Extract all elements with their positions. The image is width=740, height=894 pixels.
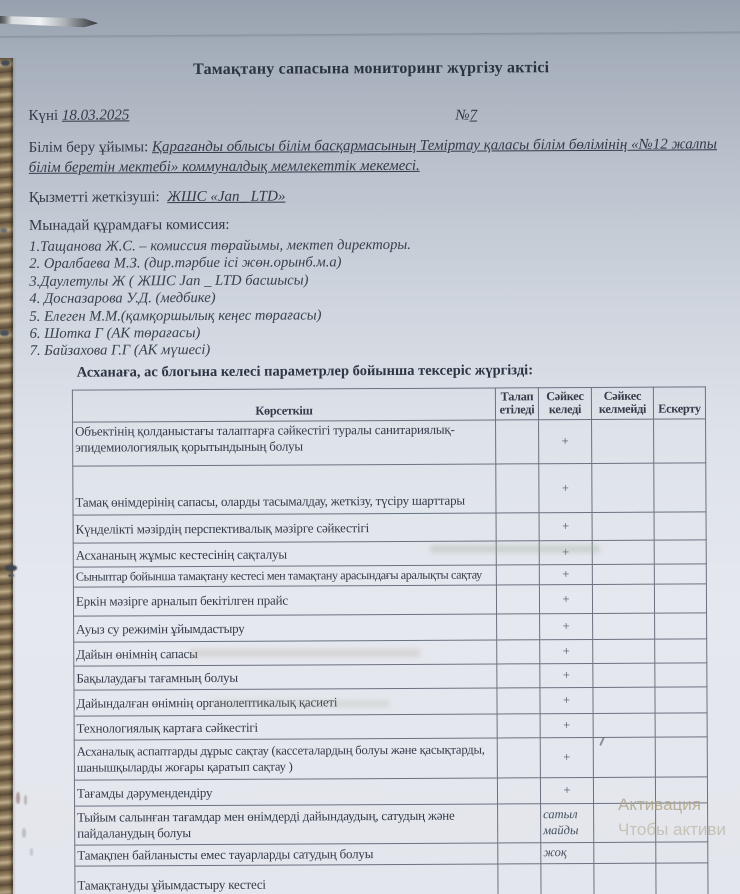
match-cell: + — [539, 540, 592, 564]
table-row-partial — [75, 863, 708, 894]
note-cell — [656, 803, 708, 842]
indicator-cell: Асханалық аспаптарды дұрыс сақтау (кассеталардың болуы және қасықтарды, шанышқыларды жоғары қаратып сақтау ) — [74, 738, 497, 780]
required-cell — [497, 640, 540, 664]
commission-list — [29, 235, 740, 361]
organization-value: Қарағанды облысы білім басқармасының Теміртау қаласы білім бөлімінің «№12 жалпы білім беретін мектебі» коммуналдық мемлекеттік мекемесі. — [28, 136, 717, 176]
no-match-cell — [593, 663, 655, 687]
required-cell — [497, 778, 540, 804]
organization-line — [29, 134, 730, 178]
margin-smudge — [30, 848, 33, 856]
margin-smudge — [5, 565, 17, 571]
date-value: 18.03.2025 — [61, 107, 130, 124]
number-sign: № — [455, 107, 470, 124]
note-cell — [654, 540, 706, 564]
no-match-cell — [594, 842, 656, 863]
table-row — [74, 777, 707, 806]
show-through-ghost — [430, 545, 600, 553]
match-cell: + — [540, 713, 593, 737]
document-number — [455, 108, 477, 125]
provider-value: ЖШС «Jan_ LTD» — [167, 188, 286, 206]
margin-smudge — [0, 228, 7, 233]
organization-label: Білім беру ұйымы: — [28, 139, 149, 156]
table-row — [74, 687, 707, 716]
commission-member: 3.Даулетулы Ж ( ЖШС Jan _ LTD басшысы) — [29, 272, 309, 290]
no-match-cell — [593, 613, 655, 639]
header-no-match: Сәйкес келмейді — [591, 387, 653, 419]
no-match-cell — [592, 564, 654, 584]
required-cell — [497, 688, 540, 714]
indicator-cell: Ауыз су режимін ұйымдастыру — [74, 614, 497, 642]
required-cell — [496, 565, 539, 585]
match-cell: + — [539, 463, 592, 512]
note-cell — [654, 419, 706, 463]
note-cell — [655, 663, 707, 687]
note-cell — [655, 713, 707, 737]
no-match-cell — [594, 803, 656, 842]
no-match-cell — [592, 463, 654, 512]
match-cell: + — [540, 663, 593, 687]
required-cell — [496, 420, 539, 464]
commission-member: 6. Шотка Г (АК төрағасы) — [29, 325, 201, 342]
header-note: Ескерту — [653, 387, 705, 419]
indicator-cell: Күнделікті мәзірдің перспективалық мәзірге сәйкестігі — [73, 513, 496, 543]
match-cell: жоқ — [541, 842, 594, 863]
header-required: Талап етіледі — [495, 388, 538, 420]
note-cell — [655, 687, 707, 713]
table-row — [74, 737, 707, 780]
match-cell: + — [540, 777, 593, 803]
document-page — [11, 28, 740, 894]
required-cell — [497, 738, 540, 778]
margin-mark-red — [24, 795, 27, 805]
margin-smudge — [0, 330, 9, 336]
activation-watermark-line1: Активация — [618, 795, 701, 814]
no-match-cell — [593, 639, 655, 663]
margin-mark-red — [16, 792, 20, 804]
match-cell: + — [539, 564, 592, 584]
match-cell: сатыл майды — [541, 803, 594, 842]
margin-smudge — [1, 60, 10, 66]
show-through-ghost — [210, 700, 390, 707]
required-cell — [497, 614, 540, 640]
pen-object — [0, 15, 98, 28]
table-row — [73, 540, 706, 567]
match-cell: + — [539, 512, 592, 540]
commission-intro: Мынадай құрамдағы комиссия: — [28, 216, 230, 234]
indicator-cell: Тыйым салынған тағамдар мен өнімдерді дайындаудың, сатудың және пайдаланудың болуы — [75, 804, 498, 845]
note-cell — [654, 512, 706, 540]
margin-smudge — [22, 828, 26, 838]
required-cell — [497, 714, 540, 738]
required-cell — [498, 864, 541, 894]
no-match-cell — [592, 419, 654, 463]
table-row — [74, 713, 707, 740]
required-cell — [498, 843, 541, 864]
table-row — [74, 663, 707, 690]
indicator-cell: Дайын өнімнің сапасы — [74, 640, 497, 666]
required-cell — [497, 664, 540, 688]
indicator-cell: Тамақ өнімдерінің сапасы, оларды тасымалдау, жеткізу, түсіру шарттары — [73, 464, 496, 515]
match-cell: + — [540, 639, 593, 663]
no-match-cell — [592, 584, 654, 613]
indicator-cell: Дайындалған өнімнің органолептикалық қасиеті — [74, 688, 497, 716]
note-cell — [654, 564, 706, 584]
provider-label: Қызметті жеткізуші: — [28, 189, 160, 206]
commission-member: 2. Оралбаева М.З. (дир.тәрбие ісі жөн.орынб.м.а) — [29, 254, 342, 273]
no-match-cell — [592, 540, 654, 564]
commission-member: 1.Тащанова Ж.С. – комиссия төрайымы, мектеп директоры. — [29, 236, 411, 255]
table-intro: Асханаға, ас блогына келесі параметрлер бойынша тексеріс жүргізді: — [76, 362, 534, 381]
indicator-cell: Тамақтануды ұйымдастыру кестесі — [75, 864, 498, 894]
number-value: 7 — [469, 107, 478, 124]
match-cell: + — [540, 613, 593, 639]
match-cell — [541, 863, 594, 894]
indicator-cell: Асхананың жұмыс кестесінің сақталуы — [73, 541, 496, 567]
no-match-cell — [593, 737, 655, 777]
no-match-cell — [593, 687, 655, 713]
table-row — [73, 584, 706, 616]
match-cell: + — [540, 737, 593, 777]
match-cell: + — [540, 687, 593, 713]
note-cell — [655, 737, 707, 777]
table-header-row — [72, 387, 705, 422]
no-match-cell — [592, 512, 654, 540]
note-cell — [655, 777, 707, 803]
indicator-cell: Технологиялық картаға сәйкестігі — [74, 714, 497, 740]
note-cell — [655, 613, 707, 639]
indicator-cell: Тамақпен байланысты емес тауарларды сатудың болуы — [75, 843, 498, 866]
indicator-cell: Объектінің қолданыстағы талаптарға сәйкестігі туралы санитариялық-эпидемиологиялық қорытындының болуы — [73, 420, 496, 466]
indicator-cell: Тағамды дәрумендендіру — [74, 778, 497, 806]
note-cell — [656, 863, 708, 894]
required-cell — [496, 585, 539, 614]
table-row — [73, 419, 706, 466]
match-cell: + — [539, 584, 592, 613]
required-cell — [496, 513, 539, 541]
required-cell — [498, 804, 541, 843]
note-cell — [656, 842, 708, 863]
commission-member: 7. Байзахова Г.Г (АК мүшесі) — [29, 342, 211, 360]
indicator-cell: Еркін мәзірге арналып бекітілген прайс — [73, 585, 496, 616]
note-cell — [655, 639, 707, 663]
table-row — [73, 463, 706, 515]
date-line — [28, 104, 728, 125]
provider-line — [29, 186, 729, 207]
inspection-table — [72, 386, 709, 894]
table-row — [74, 613, 707, 642]
no-match-cell — [594, 863, 656, 894]
no-match-cell — [593, 777, 655, 803]
note-cell — [654, 463, 706, 512]
match-cell: + — [539, 419, 592, 463]
table-row — [73, 512, 706, 543]
document-title: Тамақтану сапасына мониторинг жүргізу актісі — [193, 59, 550, 79]
header-indicator: Көрсеткіш — [72, 388, 495, 422]
note-cell — [654, 584, 706, 613]
required-cell — [496, 464, 539, 513]
date-label: Күні — [28, 107, 59, 124]
commission-member: 4. Досназарова У.Д. (медбике) — [29, 290, 216, 308]
indicator-cell: Бақылаудағы тағамның болуы — [74, 664, 497, 690]
table-row — [75, 803, 708, 845]
margin-smudge — [8, 574, 14, 577]
indicator-cell: Сыныптар бойынша тамақтану кестесі мен тамақтану арасындағы аралықты сақтау — [73, 565, 496, 587]
header-match: Сәйкес келеді — [538, 387, 591, 419]
activation-watermark-line2: Чтобы активи — [618, 820, 726, 839]
commission-member: 5. Елеген М.М.(қамқоршылық кеңес төрағасы) — [29, 307, 322, 325]
show-through-ghost — [190, 649, 420, 657]
no-match-cell — [593, 713, 655, 737]
